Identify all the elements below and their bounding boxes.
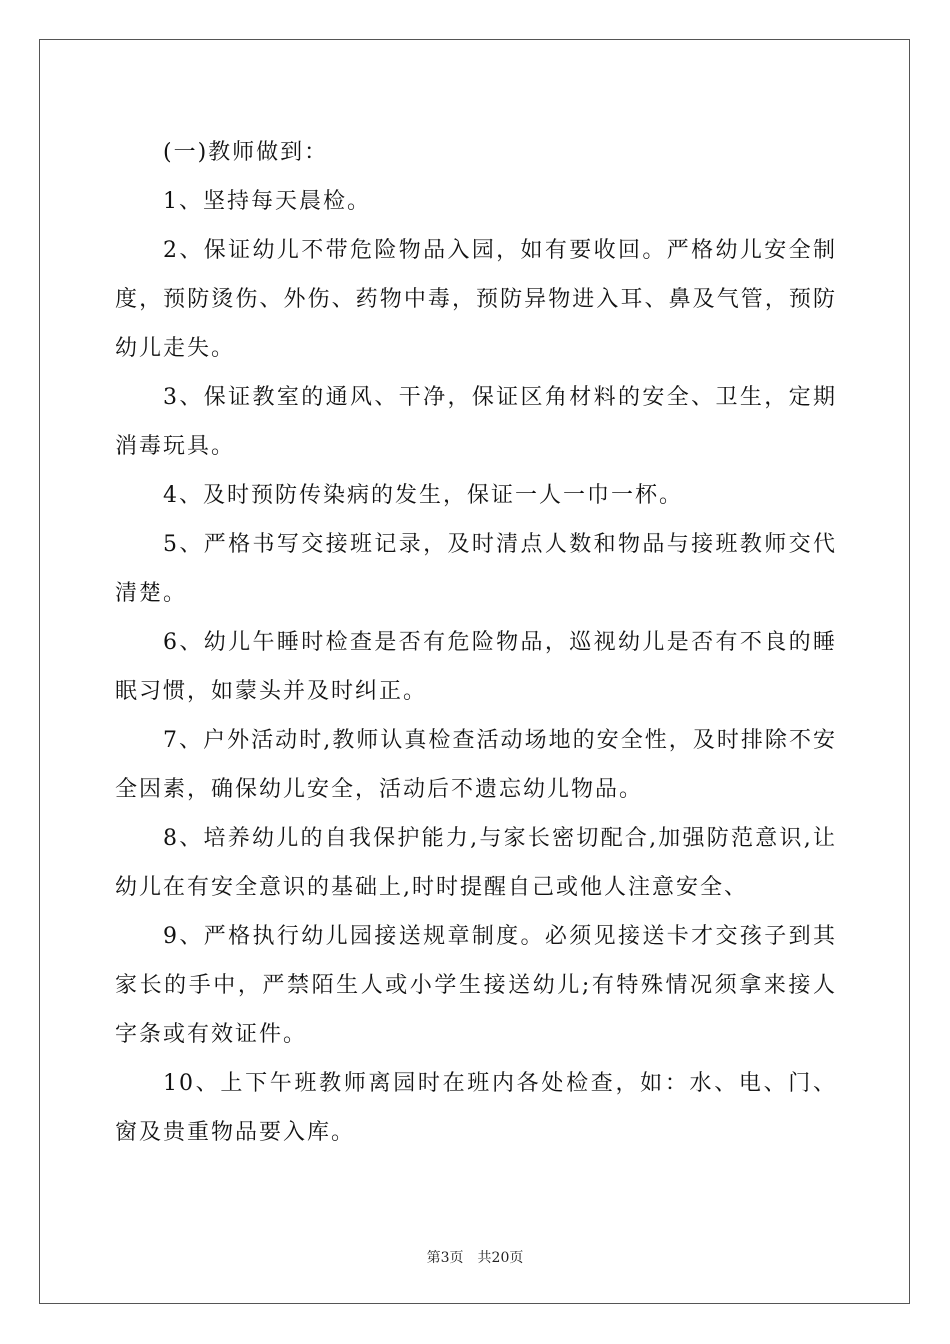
paragraph-item-10: 10、上下午班教师离园时在班内各处检查，如：水、电、门、窗及贵重物品要入库。 <box>115 1071 837 1145</box>
document-body <box>115 128 837 1157</box>
paragraph-item-8: 8、培养幼儿的自我保护能力,与家长密切配合,加强防范意识,让幼儿在有安全意识的基础上,时时提醒自己或他人注意安全、 <box>115 826 837 900</box>
section-heading: (一)教师做到： <box>163 140 329 165</box>
paragraph-item-5: 5、严格书写交接班记录，及时清点人数和物品与接班教师交代清楚。 <box>115 532 837 606</box>
paragraph-item-3: 3、保证教室的通风、干净，保证区角材料的安全、卫生，定期消毒玩具。 <box>115 385 837 459</box>
paragraph-item-2: 2、保证幼儿不带危险物品入园，如有要收回。严格幼儿安全制度，预防烫伤、外伤、药物中毒，预防异物进入耳、鼻及气管，预防幼儿走失。 <box>115 238 837 361</box>
paragraph-item-7: 7、户外活动时,教师认真检查活动场地的安全性，及时排除不安全因素，确保幼儿安全，活动后不遗忘幼儿物品。 <box>115 728 837 802</box>
paragraph-item-6: 6、幼儿午睡时检查是否有危险物品，巡视幼儿是否有不良的睡眠习惯，如蒙头并及时纠正。 <box>115 630 837 704</box>
page-number-footer: 第3页 共20页 <box>426 1250 524 1266</box>
paragraph-item-4: 4、及时预防传染病的发生，保证一人一巾一杯。 <box>163 483 683 508</box>
paragraph-item-9: 9、严格执行幼儿园接送规章制度。必须见接送卡才交孩子到其家长的手中，严禁陌生人或小学生接送幼儿;有特殊情况须拿来接人字条或有效证件。 <box>115 924 837 1047</box>
paragraph-item-1: 1、坚持每天晨检。 <box>163 189 371 214</box>
